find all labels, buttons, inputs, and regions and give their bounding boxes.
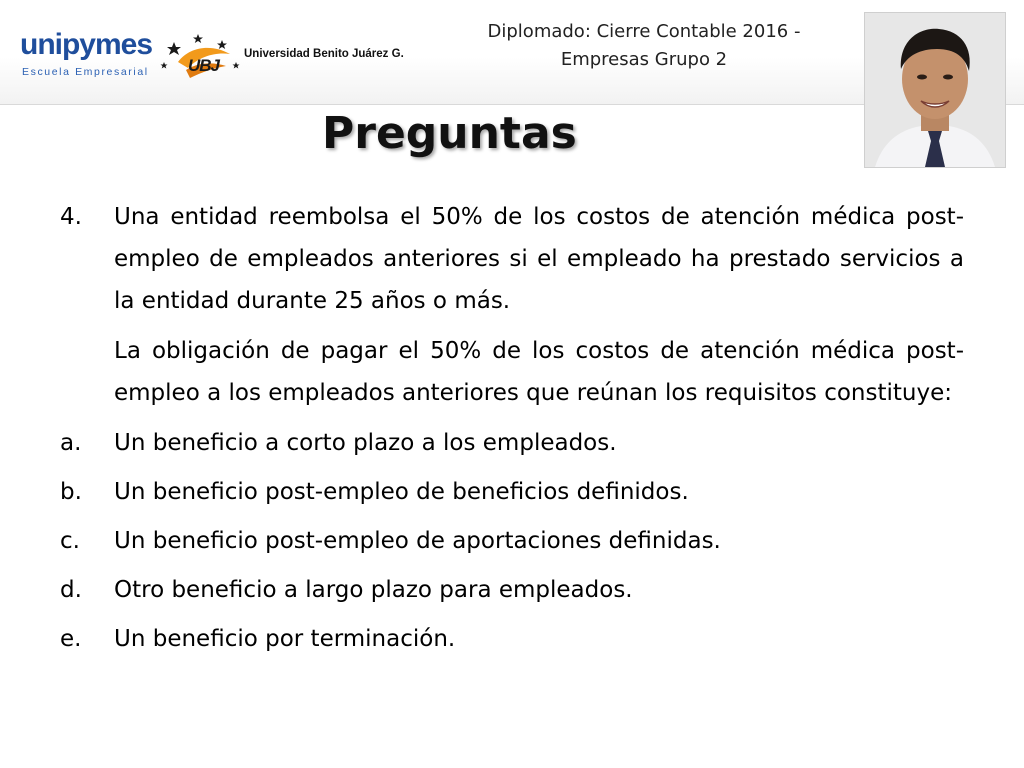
- option-letter: e.: [60, 626, 82, 652]
- question-text: Una entidad reembolsa el 50% de los costos de atención médica post-empleo de empleados anteriores si el empleado ha prestado servicios a la entidad durante 25 años o más.: [114, 204, 964, 314]
- university-name: Universidad Benito Juárez G.: [244, 48, 404, 60]
- unipymes-tagline: Escuela Empresarial: [22, 66, 149, 78]
- ubj-mark-text: UBJ: [188, 56, 220, 75]
- option-text: Un beneficio por terminación.: [114, 626, 456, 652]
- option-a: [60, 422, 964, 464]
- option-letter: c.: [60, 528, 80, 554]
- unipymes-logo: [20, 28, 152, 88]
- question-number: 4.: [60, 204, 82, 230]
- question-item: [60, 196, 964, 322]
- option-letter: b.: [60, 479, 82, 505]
- unipymes-brand-text: unipymes: [20, 28, 153, 61]
- option-e: [60, 618, 964, 660]
- page-title: Preguntas: [322, 108, 577, 159]
- option-text: Un beneficio a corto plazo a los empleados.: [114, 430, 617, 456]
- question-followup: La obligación de pagar el 50% de los costos de atención médica post-empleo a los empleados anteriores que reúnan los requisitos constituye:: [114, 338, 964, 406]
- option-d: [60, 569, 964, 611]
- option-letter: d.: [60, 577, 82, 603]
- ubj-logo: [160, 32, 250, 88]
- presenter-photo: [864, 12, 1006, 168]
- option-c: [60, 520, 964, 562]
- option-text: Un beneficio post-empleo de beneficios definidos.: [114, 479, 689, 505]
- question-content: [60, 196, 964, 667]
- person-photo-icon: [865, 13, 1005, 167]
- option-text: Un beneficio post-empleo de aportaciones definidas.: [114, 528, 721, 554]
- option-b: [60, 471, 964, 513]
- option-letter: a.: [60, 430, 82, 456]
- course-title: Diplomado: Cierre Contable 2016 - Empresas Grupo 2: [487, 21, 801, 70]
- option-text: Otro beneficio a largo plazo para empleados.: [114, 577, 633, 603]
